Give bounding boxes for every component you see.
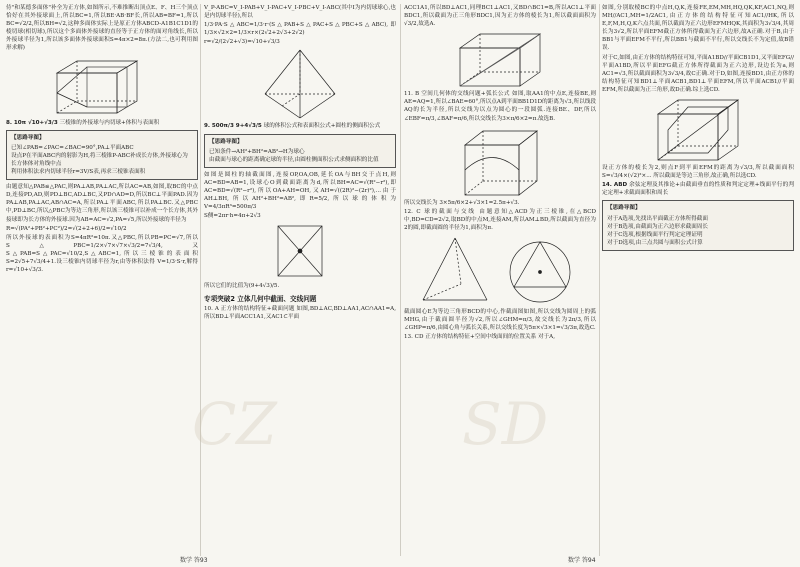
paragraph: 13. CD 正方体的结构特征+空间中线面间的位置关系 对于A, — [404, 334, 555, 341]
thinking-map-box — [602, 200, 794, 250]
answer: 10π √10+√3/3 — [13, 119, 58, 126]
question-tag: 球的体积公式和表面积公式+圆柱的侧面积公式 — [263, 123, 381, 130]
box-line: 对于A选项,先找出平面截正方体所得截面 — [607, 215, 708, 222]
box-line: 对于B选项,由截面为正六边形求截面周长 — [607, 223, 708, 230]
formula: R=√(PA²+PB²+PC²)/2=√(2+2+6)/2=√10/2 — [6, 225, 127, 232]
pyramid-figure — [255, 48, 345, 120]
watermark: SD — [462, 390, 549, 458]
thinking-map-box — [204, 134, 396, 168]
paragraph: 对于C,如图,由正方体的结构特征可知,平面A1BD//平面CB1D1,又平面EFG//平面A1BD,所以平面EFG截正方体所得截面为正六边形,设边长为a,则AC1=√3,所以截面面积为3√3/4,故C正确.对于D,如图,连接BD1,由正方体的结构特征可知BD1⊥平面ACB1,BD1⊥平面EFM,所以平面ACB1//平面EFM,所以截面为正三角形,故D正确.综上选CD. — [602, 54, 794, 93]
question-tag: 三棱锥的外接球与内切球+体积与表面积 — [59, 119, 160, 126]
column-1 — [6, 4, 198, 552]
paragraph: 侍"和某德多面体"补全为正方体,如图所示,不难推断出顶点E、F、H三个顶点恰好在其外接球面上,所以BC=1,所以BE·AB·BF长,所以AB=BF=1,所以BC=√2/2,所以BH=√2,这种多面体实际上是原正方体ABCD-A1B1C1D1的棱切球(相切球),所以这个多面体外接球的直径等于正方体的面对角线长,所以外接球半径为1,所以该多面体外接球面积S=4π×2=8π.(方法二,也可利用图形求解) — [6, 5, 198, 52]
paragraph: 所以交线长为 3×5π/6×2+√3×1=2.5π+√3. — [404, 199, 520, 206]
paragraph: V_P-ABC=V_I-PAB+V_I-PAC+V_I-PBC+V_I-ABC(其中I为内切球球心,也是内切球半径),所以 — [204, 5, 396, 20]
paragraph: 截面圆心E为等边三角形BCD的中心,作截面图如图,所以交线为圆周上的弧MHG,由于截面圆半径为√2,所以∠GHM=π/3,故交线长为2π/3,所以∠GHP=π/6,由圆心角与弧长关系,所以交线长度为5π×√3×1=√3/3π,故选C. — [404, 309, 596, 332]
cube-figure — [42, 55, 162, 117]
paragraph: ACC1A1,所以BD⊥AC1,同理BC1⊥AC1,又BD∩BC1=B,所以AC1⊥平面BDC1,所以截面为正三角形BDC1,因为正方体的棱长为1,所以截面面积为√3/2,故选A. — [404, 5, 596, 28]
box-line: 对于C选项,根据线面平行判定定理证明 — [607, 231, 703, 238]
box-line: 已知条件→AH²+BH²=AB²→H为球心 — [209, 148, 305, 155]
paragraph: 所以它们的比值为(9+4√3)/5. — [204, 283, 280, 290]
box-line: 已知∠PAB=∠PAC=∠BAC=90°,PA⊥平面ABC — [11, 144, 134, 151]
page-footer-left: 数学 答93 — [180, 557, 208, 564]
sphere-section-figure — [415, 234, 585, 306]
cylinder-section-figure — [270, 222, 330, 280]
answer: 500π/3 9+4√3/5 — [211, 123, 262, 130]
column-3 — [404, 4, 596, 552]
paragraph: 10. A 正方体的结构特征+截面问题 如图,BD⊥AC,BD⊥AA1,AC∩AA1=A,所以BD⊥平面ACC1A1,又AC1⊂平面 — [204, 305, 396, 320]
question-number: 14. — [602, 182, 612, 189]
cube-figure — [648, 96, 748, 162]
paragraph: 12. C 球的截面与交线 由题意知△ACD为正三棱锥,在△BCD中,BD=CD=2√2,取BD的中点M,连接AM,所以AM⊥BD,所以截面为直径为2的圆,即截面圆的半径为1,面积为π. — [404, 208, 596, 231]
paragraph: 由题意知△PAB≌△PAC,则PA⊥AB,PA⊥AC,所以AC=AB,如图,取BC的中点D,连接PD,AD,则PD⊥BC,AD⊥BC,又PD∩AD=D,所以BC⊥平面PAD.因为PA⊥AB,PA⊥AC,AB∩AC=A,所以PA⊥平面ABC,所以PA⊥BC.又△PBC中,PD⊥BC,所以△PBC为等边三角形,所以该三棱锥可以补成一个长方体,其外接球即为长方体的外接球.因为AB=AC=√2,PA=√5,所以外接球的半径为 — [6, 184, 198, 223]
box-line: 由截面与球心的距离确定球的半径,由圆柱侧面积公式求侧面积的比值 — [209, 156, 379, 163]
thinking-map-box — [6, 130, 198, 180]
formula: S侧=2πr·h=4π+2√3 — [204, 213, 261, 220]
box-line: 利用体积法求内切球半径r=3V/S表,再求三棱锥表面积 — [11, 169, 146, 176]
question-number: 9. — [204, 123, 211, 130]
box-title: 【思路导图】 — [11, 134, 45, 141]
formula: 1/3·PA·S△ABC=1/3·r·(S△PAB+S△PAC+S△PBC+S△ABC),即1/3×√2×2=1/3×r×(2√2+2√3+2√2) — [204, 22, 396, 37]
question-number: 8. — [6, 119, 13, 126]
paragraph: 如图是圆柱的轴截面图,连接OP,OA,OB,延长OA与BH交于点H,则AC=BD=AB=1,设球心O到截面距离为d,所以BH=AC=√(R²−r²),即AC=BD=√(R²−r²),所以OA+AH=OH,又AH=√((2R)²−(2r)²),...由于AH⊥BH,所以AH²+BH²=AB²,即R=5/2,所以球的体积为 V=4/3πR³=500π/3 — [204, 171, 396, 211]
section-heading: 专项突破2 立体几何中截面、交线问题 — [204, 294, 317, 303]
column-4 — [602, 4, 794, 552]
paragraph: 11. B 空间几何体的交线问题+弧长公式 如图,取AA1的中点E,连接BE,则AE=AQ=1,所以∠BAE=60°,所以点A到平面BB1D1D的距离为√3,所以线段AQ的长为半径,所以交线为以点为圆心的一段圆弧.连接BE、DF,所以∠EBF=π/3,∠BAF=π/6,所以交线长为3×π/6×2=π.故选B. — [404, 91, 596, 122]
paragraph: 如图,分别取棱BC的中点H,Q,K,连接FE,EM,MH,HQ,QK,KF,AC1,NQ,则MH//AC1,MH=1/2AC1,由正方体的结构特征可知AC1//HK,所以E,F,M,H,Q,K六点共面,所以截面为正六边形EFMHQK,其面积为3√3/4,其周长为3√2,所以平面EFM截正方体所得截面为正六边形,故A正确.对于B,由于BB1与平面EFM不平行,所以BB1与截面不平行,所以交线长不为定值,故B错误. — [602, 5, 794, 52]
watermark: CZ — [192, 390, 277, 458]
question-tag: 余弦定理及其推论+由截面垂直的性质和判定定理+线面平行的判定定理+求截面面积和周长 — [602, 182, 794, 197]
cube-figure — [450, 30, 550, 88]
box-line: 对于D选项,由三点共圆与面积公式计算 — [607, 239, 703, 246]
cube-figure — [455, 125, 545, 197]
paragraph: 设正方体的棱长为2,则点F到平面EFM的距离为√3/3,所以截面面积S=√3/4×(√2)²×... 所以截面是等边三角形,故正确,所以选CD. — [602, 165, 794, 180]
formula: r=√2/(2√2+√3)=√10+√3/3 — [204, 39, 280, 46]
box-title: 【思路导图】 — [209, 138, 243, 145]
answer: ABD — [613, 182, 628, 189]
page-footer-right: 数学 答94 — [568, 557, 596, 564]
column-2 — [204, 4, 396, 552]
box-title: 【思路导图】 — [607, 205, 641, 212]
paragraph: 所以外接球的表面积为S=4πR²=10π.又△PBC,所以PB=PC=√7,所以S△PBC=1/2×√7×√7×√3/2=7√3/4,又S△PAB=S△PAC=√10/2,S△ABC=1,所以三棱锥的表面积S=2√5+7√3/4+1.设三棱锥内切球半径为r,由等体积法得 V=1/3·S·r,解得r=√10+√3/3. — [6, 234, 198, 274]
box-line: 设点P在平面ABC内的射影为H,将三棱锥P-ABC补成长方体,外接球心为长方体体对角线中点 — [11, 152, 188, 167]
